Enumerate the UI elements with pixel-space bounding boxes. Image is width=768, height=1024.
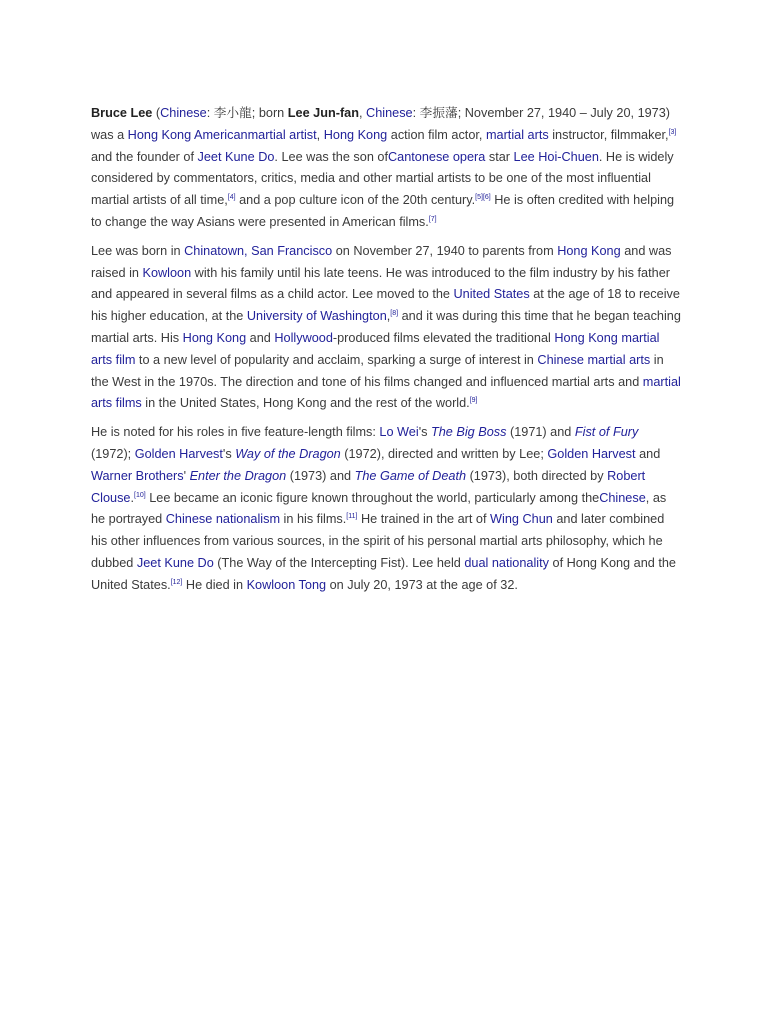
link-the-game-of-death[interactable] [355,469,466,483]
text-run: ( [152,106,161,120]
text-run: instructor, filmmaker, [548,127,669,142]
text-run: : 李振藩; November 27, 1940 – July 20, 1973) was a [91,106,671,142]
citation [429,216,437,223]
text-run: on November 27, 1940 to parents from [332,243,558,258]
text-run: , as he portrayed [91,490,667,527]
text-run: and the founder of [91,149,198,164]
citation-4[interactable]: [4] [227,194,236,202]
link-united-states[interactable]: United States [453,287,530,302]
citation-12[interactable]: [12] [170,578,183,586]
citation-9[interactable]: [9] [469,397,478,405]
link-way-of-the-dragon[interactable] [235,447,341,461]
citation [346,513,357,520]
link-hong-kong-martial-arts-film[interactable]: Hong Kong martial arts film [91,330,660,367]
link-golden-harvest[interactable]: Golden Harvest [134,446,223,461]
citation-7[interactable]: [7] [428,215,437,223]
text-run: with his family until his late teens. He was introduced to the film industry by his father and appeared in several films as a child actor. Lee moved to the [91,265,670,302]
article-body [91,103,681,604]
film-title: Way of the Dragon [235,446,341,461]
text-run: He trained in the art of [357,512,491,527]
link-fist-of-fury[interactable] [575,425,638,439]
link-jeet-kune-do[interactable]: Jeet Kune Do [197,149,275,164]
text-run: . Lee was the son of [274,149,388,164]
text-run: ' [183,468,190,483]
text-run: in the United States, Hong Kong and the rest of the world. [141,396,470,411]
link-jeet-kune-do[interactable]: Jeet Kune Do [136,555,214,570]
text-run: , [316,127,324,142]
link-kowloon[interactable]: Kowloon [142,265,192,280]
link-martial-arts-films[interactable]: martial arts films [91,374,681,411]
link-the-big-boss[interactable] [431,425,506,439]
bold-name: Bruce Lee [91,106,153,120]
paragraph-early-life [91,241,681,415]
link-warner-brothers[interactable]: Warner Brothers [91,468,184,483]
link-hong-kong[interactable]: Hong Kong [182,330,247,345]
text-run: , [386,309,391,324]
link-martial-artist[interactable]: martial artist [247,127,317,142]
citation [134,492,146,499]
link-chinatown-san-francisco[interactable]: Chinatown, San Francisco [184,243,333,258]
text-run: at the age of 18 to receive his higher education, at the [91,287,680,324]
film-title: Enter the Dragon [189,468,287,483]
citation [228,194,236,201]
link-robert-clouse[interactable]: Robert Clouse [91,468,646,505]
link-chinese-martial-arts[interactable]: Chinese martial arts [537,352,651,367]
link-chinese[interactable]: Chinese [160,106,207,120]
text-run: and it was during this time that he began teaching martial arts. His [91,309,681,345]
link-hollywood[interactable]: Hollywood [274,330,333,345]
citation [470,397,478,404]
film-title: The Game of Death [354,468,467,483]
text-run: He died in [182,577,247,592]
text-run: in the West in the 1970s. The direction and tone of his films changed and influenced martial arts and [91,352,664,389]
text-run: , [358,106,367,120]
link-cantonese-opera[interactable]: Cantonese opera [387,149,486,164]
citation-10[interactable]: [10] [134,491,146,499]
text-run: . [130,490,135,505]
link-hong-kong[interactable]: Hong Kong [323,127,388,142]
text-run: (1972); [91,446,135,461]
text-run: Lee became an iconic figure known throughout the world, particularly among the [145,490,600,505]
film-title: The Big Boss [430,425,507,440]
link-golden-harvest[interactable]: Golden Harvest [547,446,636,461]
link-lee-hoi-chuen[interactable]: Lee Hoi-Chuen [513,149,599,164]
text-run: (1972), directed and written by Lee; [340,446,548,461]
citation-11[interactable]: [11] [346,513,358,521]
text-run: and a pop culture icon of the 20th century. [235,193,476,208]
text-run: 's [418,425,431,440]
link-kowloon-tong[interactable]: Kowloon Tong [246,577,327,592]
text-run: and later combined his other influences from various sources, in the spirit of his personal martial arts philosophy, which he dubbed [91,512,665,570]
film-title: Fist of Fury [574,425,639,440]
text-run: and [246,330,275,345]
link-chinese-nationalism[interactable]: Chinese nationalism [165,512,281,527]
text-run: (1971) and [506,425,575,440]
text-run: action film actor, [387,127,486,142]
text-run: and was raised in [91,243,672,280]
citation [171,579,183,586]
text-run: : 李小龍; born [206,106,288,120]
bold-name: Lee Jun-fan [287,106,359,120]
citation [475,194,491,201]
text-run: to a new level of popularity and acclaim, sparking a surge of interest in [135,352,538,367]
citation [669,129,677,136]
text-run: and [635,446,661,461]
link-chinese[interactable]: Chinese [366,106,413,120]
citation-3[interactable]: [3] [668,128,677,136]
citation-8[interactable]: [8] [390,310,399,318]
text-run: (1973) and [286,468,355,483]
citation [390,310,398,317]
link-wing-chun[interactable]: Wing Chun [490,512,553,527]
link-university-of-washington[interactable]: University of Washington [246,309,387,324]
text-run: . He is widely considered by commentators, critics, media and other martial artists to be one of the most influential martial artists of all time, [91,149,674,208]
text-run: of Hong Kong and the United States. [91,555,676,592]
text-run: (1973), both directed by [466,468,608,483]
link-dual-nationality[interactable]: dual nationality [464,555,549,570]
link-hong-kong-american[interactable]: Hong Kong American [127,127,248,142]
text-run: (The Way of the Intercepting Fist). Lee held [213,555,465,570]
text-run: He is often credited with helping to change the way Asians were presented in American films. [91,193,675,229]
text-run: star [485,149,514,164]
link-lo-wei[interactable]: Lo Wei [379,425,419,440]
link-enter-the-dragon[interactable] [190,469,287,483]
citation-5-6[interactable]: [5][6] [475,194,491,202]
text-run: on July 20, 1973 at the age of 32. [326,577,518,592]
paragraph-career [91,422,681,596]
text-run: 's [222,446,236,461]
text-run: He is noted for his roles in five feature-length films: [91,425,380,440]
text-run: in his films. [280,512,347,527]
paragraph-intro [91,103,681,234]
link-chinese[interactable]: Chinese [599,490,646,505]
link-martial-arts[interactable]: martial arts [485,127,549,142]
text-run: -produced films elevated the traditional [332,330,555,345]
link-hong-kong[interactable]: Hong Kong [557,243,621,258]
text-run: Lee was born in [91,243,185,258]
